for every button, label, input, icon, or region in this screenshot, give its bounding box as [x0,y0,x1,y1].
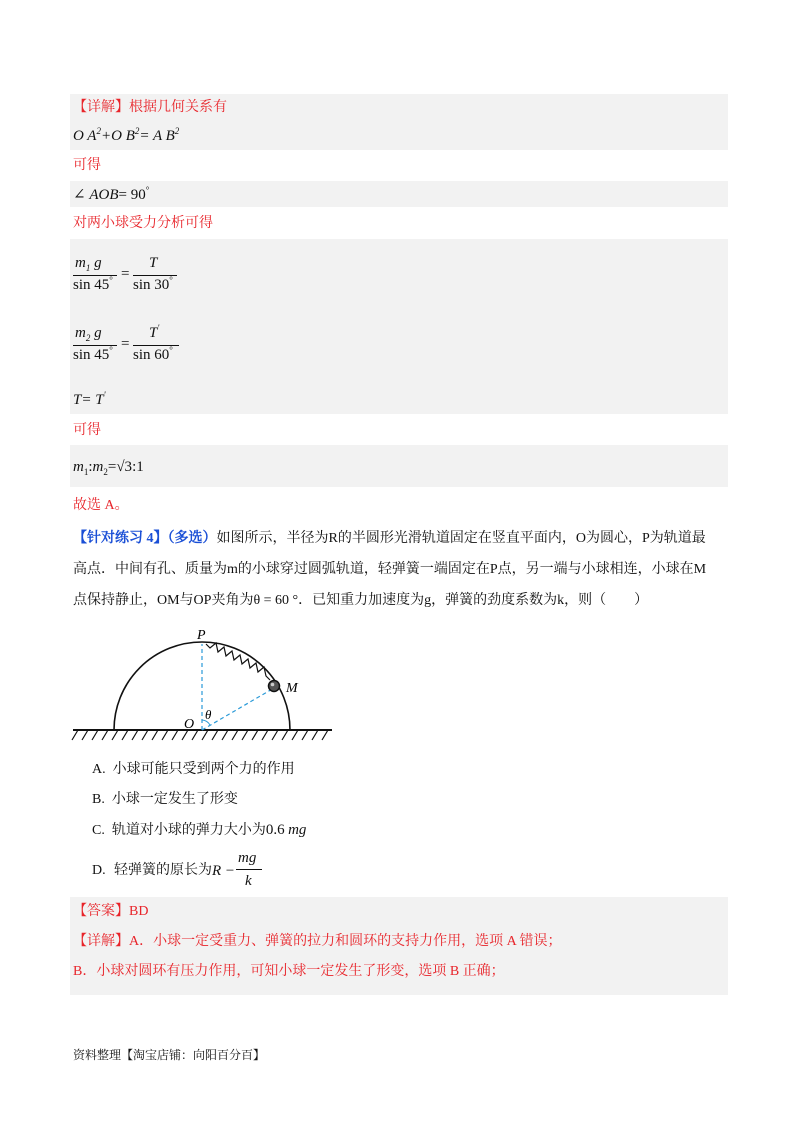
solution-heading: 【详解】根据几何关系有 [73,100,227,115]
force-analysis-text: 对两小球受力分析可得 [73,216,213,231]
eq-sq3: 2 [174,126,180,136]
option-d-bar [236,869,262,870]
frac1-rnum: T [149,255,158,271]
eq-sq2: 2 [134,126,140,136]
angle-value: = 90 [118,187,146,203]
line-om [202,688,274,730]
frac1-numerator: $m_1$ g [75,255,102,273]
question-text-1: 如图所示，半径为R的半圆形光滑轨道固定在竖直平面内，O为圆心，P为轨道最 [216,531,706,546]
tension-equation: T= T' [73,390,106,408]
question-line-2: 高点．中间有孔、质量为m的小球穿过圆弧轨道，轻弹簧一端固定在P点，另一端与小球相连，小球在M [73,562,707,577]
kede-1: 可得 [73,158,101,173]
label-theta: θ [205,707,212,722]
frac2-denominator: sin 45° [73,345,113,363]
angle-equation [73,185,149,205]
pythagoras-equation [73,126,179,146]
answer-text: 【答案】BD [73,904,149,919]
detail2-line-2: B．小球对圆环有压力作用，可知小球一定发生了形变，选项 B 正确； [73,964,505,979]
frac2-numerator: $m_2$ g [75,325,102,343]
eq-oa: O A [73,128,97,144]
detail2-line-1: 【详解】A．小球一定受重力、弹簧的拉力和圆环的支持力作用，选项 A 错误； [73,934,562,949]
option-c: C. 轨道对小球的弹力大小为0.6 mg [92,822,307,838]
angle-name: AOB [89,187,119,203]
shade-block-3 [70,239,728,414]
label-m: M [286,681,298,696]
semicircle-diagram [70,622,340,747]
shade-block-2 [70,181,728,207]
frac1-denominator: sin 45° [73,275,113,293]
document-page: 【详解】根据几何关系有 O $A^2+O$ $B^2= A$ $B^2$ 可得 ∠ AOB= 90° 对两小球受力分析可得 $m_1$ g sin 45° = T sin 30° $m_2$ g sin 45° = T' sin 60° T= T' 可得 $m_1:m_2=√3:1$ 故选 A。 【针对练习 4】（多选）如图所示，半径为R的半圆形光滑轨道固定在竖直平面内，O为圆心，P为轨道最 高点．中间有孔、质量为m的小球穿过圆弧轨道，轻弹簧一端固定在P点，另一端与小球相连，小球在M 点保持静止，OM与OP夹角为θ = 60 °．已知重力加速度为g，弹簧的劲度系数为k，则（ ） P M O θ A. 小球可能只受到两个力的作用 B. 小球一定发生了形变 C. 轨道对小球的弹力大小为0.6 mg D. 轻弹簧的原长为 R − mg k 【答案】BD 【详解】A．小球一定受重力、弹簧的拉力和圆环的支持力作用，选项 A 错误； B．小球对圆环有压力作用，可知小球一定发生了形变，选项 B 正确； 资料整理【淘宝店铺：向阳百分百】 [0,0,800,1132]
frac1-rden: sin 30° [133,275,173,293]
question-tag: 【针对练习 4】 [73,531,168,546]
angle-degree: ° [145,185,150,195]
eq-ab: = A B [139,128,175,144]
question-line-3: 点保持静止，OM与OP夹角为θ = 60 °．已知重力加速度为g，弹簧的劲度系数为k，则（ ） [73,593,649,608]
frac2-rden: sin 60° [133,345,173,363]
eq-sq1: 2 [96,126,101,136]
frac2-equals: = [121,336,130,352]
label-p: P [197,628,206,643]
footer-text: 资料整理【淘宝店铺：向阳百分百】 [73,1048,266,1062]
ball-m [269,681,280,692]
ground-hatching [72,730,328,740]
kede-2: 可得 [73,423,101,438]
option-a: A. 小球可能只受到两个力的作用 [92,762,295,777]
ball-highlight [271,683,275,687]
eq-ob: +O B [100,128,135,144]
question-line-1 [73,523,733,554]
choice-text: 故选 A。 [73,498,129,513]
question-multi: （多选） [167,531,217,546]
label-o: O [184,717,195,732]
spring [206,643,270,680]
shade-block-4 [70,445,728,487]
frac2-rnum: T' [149,323,160,341]
option-b: B. 小球一定发生了形变 [92,792,238,807]
frac1-equals: = [121,266,130,282]
mass-ratio-equation: $m_1:m_2=√3:1$ [73,459,144,477]
angle-symbol: ∠ [73,187,86,203]
